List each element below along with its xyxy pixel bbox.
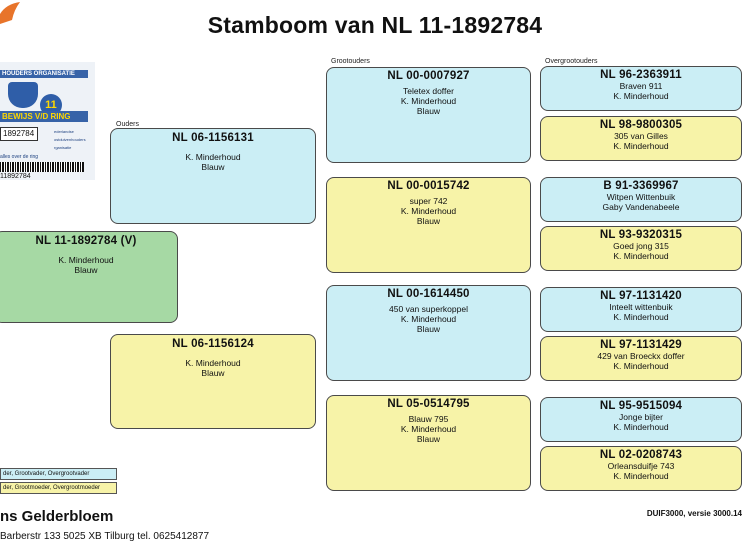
great-grandparent-ring: B 91-3369967 — [603, 180, 679, 192]
certificate-ring-number: 1892784 — [0, 127, 38, 141]
subject-ring: NL 11-1892784 (V) — [35, 235, 137, 247]
certificate-line-p: ostduivenhouders — [54, 137, 86, 142]
great-grandparent-name: Inteelt wittenbuik — [609, 302, 673, 312]
card-great-grandparent-3[interactable] — [540, 177, 742, 222]
great-grandparent-owner: Gaby Vandenabeele — [602, 202, 680, 212]
grandparent-name: Teletex doffer — [403, 86, 454, 96]
grandparent-owner: K. Minderhoud — [400, 314, 457, 324]
card-grandparent-3[interactable] — [326, 285, 531, 381]
certificate-line-o: rganisatie — [54, 145, 72, 150]
mother-color: Blauw — [201, 368, 225, 378]
grandparent-color: Blauw — [416, 106, 441, 116]
card-mother[interactable] — [110, 334, 316, 429]
great-grandparent-name: Goed jong 315 — [613, 241, 669, 251]
card-great-grandparent-4[interactable] — [540, 226, 742, 271]
mother-ring: NL 06-1156124 — [172, 338, 254, 350]
legend-female: der, Grootmoeder, Overgrootmoeder — [0, 482, 117, 494]
great-grandparent-ring: NL 98-9800305 — [599, 119, 683, 131]
grandparent-owner: K. Minderhoud — [400, 96, 457, 106]
software-version: DUIF3000, versie 3000.14 — [646, 509, 742, 518]
card-great-grandparent-8[interactable] — [540, 446, 742, 491]
page-title: Stamboom van NL 11-1892784 — [207, 12, 543, 38]
grandparent-name: Blauw 795 — [408, 414, 449, 424]
card-great-grandparent-2[interactable] — [540, 116, 742, 161]
card-father[interactable] — [110, 128, 316, 224]
father-owner: K. Minderhoud — [185, 152, 241, 162]
great-grandparent-ring: NL 02-0208743 — [599, 449, 683, 461]
card-great-grandparent-1[interactable] — [540, 66, 742, 111]
lion-shield-icon — [8, 82, 38, 108]
grandparent-ring: NL 00-0007927 — [387, 70, 470, 82]
great-grandparent-ring: NL 93-9320315 — [599, 229, 683, 241]
great-grandparent-name: Jonge bijter — [619, 412, 663, 422]
subject-owner: K. Minderhoud — [58, 255, 114, 265]
label-grootouders: Grootouders — [331, 58, 370, 65]
barcode — [0, 162, 84, 172]
owner-name: ns Gelderbloem — [0, 508, 114, 525]
great-grandparent-name: 429 van Broeckx doffer — [597, 351, 685, 361]
label-ouders: Ouders — [116, 121, 139, 128]
label-overgrootouders: Overgrootouders — [545, 58, 598, 65]
grandparent-color: Blauw — [416, 216, 441, 226]
grandparent-color: Blauw — [416, 434, 441, 444]
great-grandparent-owner: K. Minderhoud — [613, 91, 669, 101]
card-grandparent-1[interactable] — [326, 67, 531, 163]
great-grandparent-ring: NL 95-9515094 — [599, 400, 683, 412]
great-grandparent-ring: NL 97-1131429 — [600, 339, 682, 351]
ring-certificate — [0, 62, 95, 180]
card-great-grandparent-5[interactable] — [540, 287, 742, 332]
great-grandparent-ring: NL 96-2363911 — [600, 69, 682, 81]
great-grandparent-name: Braven 911 — [619, 81, 663, 91]
card-grandparent-4[interactable] — [326, 395, 531, 491]
grandparent-ring: NL 05-0514795 — [387, 398, 470, 410]
great-grandparent-name: 305 van Gilles — [614, 131, 668, 141]
grandparent-ring: NL 00-0015742 — [387, 180, 470, 192]
certificate-year: 11 — [40, 94, 62, 116]
grandparent-ring: NL 00-1614450 — [387, 288, 470, 300]
card-grandparent-2[interactable] — [326, 177, 531, 273]
great-grandparent-owner: K. Minderhoud — [613, 471, 669, 481]
grandparent-name: 450 van superkoppel — [389, 304, 468, 314]
great-grandparent-owner: K. Minderhoud — [613, 361, 669, 371]
grandparent-owner: K. Minderhoud — [400, 206, 457, 216]
father-ring: NL 06-1156131 — [172, 132, 254, 144]
great-grandparent-owner: K. Minderhoud — [613, 422, 669, 432]
certificate-line-n: ederlandse — [54, 129, 74, 134]
great-grandparent-owner: K. Minderhoud — [613, 141, 669, 151]
certificate-heading: BEWIJS V/D RING — [0, 111, 88, 122]
grandparent-owner: K. Minderhoud — [400, 424, 457, 434]
great-grandparent-ring: NL 97-1131420 — [600, 290, 682, 302]
certificate-banner: HOUDERS ORGANISATIE — [0, 70, 88, 78]
barcode-number: 11892784 — [0, 173, 31, 180]
card-great-grandparent-6[interactable] — [540, 336, 742, 381]
great-grandparent-owner: K. Minderhoud — [613, 312, 669, 322]
card-great-grandparent-7[interactable] — [540, 397, 742, 442]
mother-owner: K. Minderhoud — [185, 358, 241, 368]
grandparent-name: super 742 — [409, 196, 448, 206]
legend-male: der, Grootvader, Overgrootvader — [0, 468, 117, 480]
father-color: Blauw — [201, 162, 225, 172]
owner-address: Barberstr 133 5025 XB Tilburg tel. 0625412877 — [0, 531, 210, 542]
great-grandparent-name: Orleansduifje 743 — [607, 461, 675, 471]
subject-color: Blauw — [74, 265, 98, 275]
card-subject[interactable] — [0, 231, 178, 323]
certificate-slogan: alles over de ring — [0, 154, 39, 160]
great-grandparent-name: Witpen Wittenbuik — [606, 192, 676, 202]
grandparent-color: Blauw — [416, 324, 441, 334]
great-grandparent-owner: K. Minderhoud — [613, 251, 669, 261]
